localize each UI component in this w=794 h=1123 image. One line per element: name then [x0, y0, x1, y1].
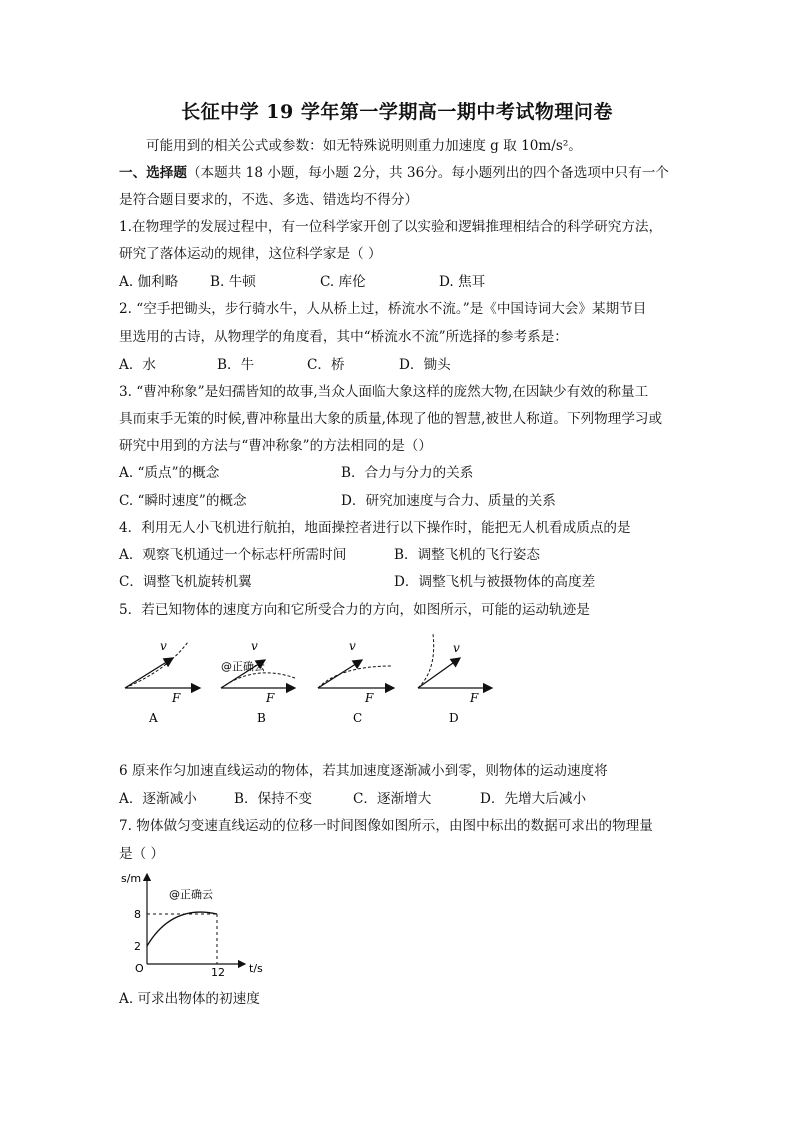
formula-note: 可能用到的相关公式或参数：如无特殊说明则重力加速度 g 取 10m/s²。 — [146, 138, 582, 154]
q3-line1: 3. “曹冲称象”是妇孺皆知的故事,当众人面临大象这样的庞然大物,在因缺少有效的称量工 — [119, 384, 649, 400]
q1-line1: 1.在物理学的发展过程中，有一位科学家开创了以实验和逻辑推理相结合的科学研究方法， — [119, 219, 663, 235]
q7-line1: 7. 物体做匀变速直线运动的位移一时间图像如图所示，由图中标出的数据可求出的物理量 — [119, 818, 653, 834]
q7-option-a: A. 可求出物体的初速度 — [119, 991, 260, 1007]
q3-option-c: C. “瞬时速度”的概念 — [119, 493, 247, 509]
q3-line2: 具而束手无策的时候,曹冲称量出大象的质量,体现了他的智慧,被世人称道。下列物理学习或 — [119, 411, 663, 427]
q5-panel-a — [125, 639, 200, 725]
q1-line2: 研究了落体运动的规律，这位科学家是（ ） — [119, 246, 382, 262]
y-tick-2: 2 — [134, 940, 141, 953]
x-axis-label: t/s — [249, 962, 263, 975]
f-label: F — [365, 691, 374, 705]
q5-panel-d — [418, 634, 492, 725]
section1-header — [119, 164, 669, 182]
q6-option-d: D．先增大后减小 — [480, 791, 587, 807]
trajectory-path — [418, 634, 434, 688]
f-label: F — [470, 691, 479, 705]
q2-option-b: B．牛 — [217, 357, 255, 373]
section1-heading: 一、选择题 — [119, 165, 187, 181]
v-label: v — [349, 639, 356, 653]
q7-displacement-time-graph — [117, 868, 277, 978]
q4-line1: 4．利用无人小飞机进行航拍，地面操控者进行以下操作时，能把无人机看成质点的是 — [119, 520, 631, 536]
f-label: F — [266, 691, 275, 705]
y-tick-8: 8 — [134, 908, 141, 921]
q4-option-c: C．调整飞机旋转机翼 — [119, 574, 252, 590]
panel-label-a: A — [149, 711, 158, 725]
v-label: v — [251, 639, 258, 653]
trajectory-path — [125, 642, 188, 688]
f-label: F — [172, 691, 181, 705]
trajectory-path — [318, 666, 392, 688]
watermark-text: @正确云 — [221, 660, 265, 673]
q5-line1: 5．若已知物体的速度方向和它所受合力的方向，如图所示，可能的运动轨迹是 — [119, 602, 590, 618]
q6-option-c: C．逐渐增大 — [353, 791, 432, 807]
panel-label-c: C — [353, 711, 363, 725]
q3-option-d: D．研究加速度与合力、质量的关系 — [341, 493, 556, 509]
q5-panel-b — [221, 639, 295, 725]
q2-line2: 里选用的古诗，从物理学的角度看，其中“桥流水不流”所选择的参考系是： — [119, 329, 568, 345]
panel-label-b: B — [257, 711, 266, 725]
q3-option-b: B．合力与分力的关系 — [341, 465, 474, 481]
q3-option-a: A. “质点”的概念 — [119, 465, 220, 481]
q2-line1: 2. “空手把锄头，步行骑水牛，人从桥上过，桥流水不流。”是《中国诗词大会》某期节目 — [119, 301, 647, 317]
v-label: v — [453, 641, 460, 655]
q5-figure — [115, 630, 510, 730]
q1-option-a: A. 伽利略 — [119, 274, 179, 290]
q1-option-b: B. 牛顿 — [210, 274, 256, 290]
q4-option-a: A．观察飞机通过一个标志杆所需时间 — [119, 547, 347, 563]
v-label: v — [160, 639, 167, 653]
x-tick-12: 12 — [211, 966, 225, 978]
q2-option-a: A．水 — [119, 357, 157, 373]
q2-option-d: D．锄头 — [399, 357, 451, 373]
watermark-text: @正确云 — [169, 888, 213, 901]
q3-line3: 研究中用到的方法与“曹冲称象”的方法相同的是（） — [119, 438, 432, 454]
velocity-arrow — [125, 658, 173, 688]
q7-line2: 是（ ） — [119, 846, 165, 862]
q5-panel-c — [318, 639, 394, 725]
q2-option-c: C．桥 — [307, 357, 345, 373]
origin-label: O — [135, 962, 144, 975]
q4-option-d: D．调整飞机与被摄物体的高度差 — [394, 574, 596, 590]
q6-line1: 6 原来作匀加速直线运动的物体，若其加速度逐渐减小到零，则物体的运动速度将 — [119, 763, 608, 779]
velocity-arrow — [418, 658, 460, 688]
page-title: 长征中学 19 学年第一学期高一期中考试物理问卷 — [181, 101, 613, 123]
s-t-curve — [147, 912, 217, 946]
q1-option-d: D. 焦耳 — [439, 274, 486, 290]
section1-desc-1: （本题共 18 小题，每小题 2分，共 36分。每小题列出的四个备选项中只有一个 — [186, 165, 669, 181]
section1-desc-2: 是符合题目要求的，不选、多选、错选均不得分） — [119, 192, 419, 208]
q1-option-c: C. 库伦 — [320, 274, 366, 290]
y-axis-label: s/m — [121, 872, 142, 885]
q4-option-b: B．调整飞机的飞行姿态 — [394, 547, 540, 563]
panel-label-d: D — [449, 711, 459, 725]
q6-option-b: B．保持不变 — [234, 791, 312, 807]
q6-option-a: A．逐渐减小 — [119, 791, 197, 807]
